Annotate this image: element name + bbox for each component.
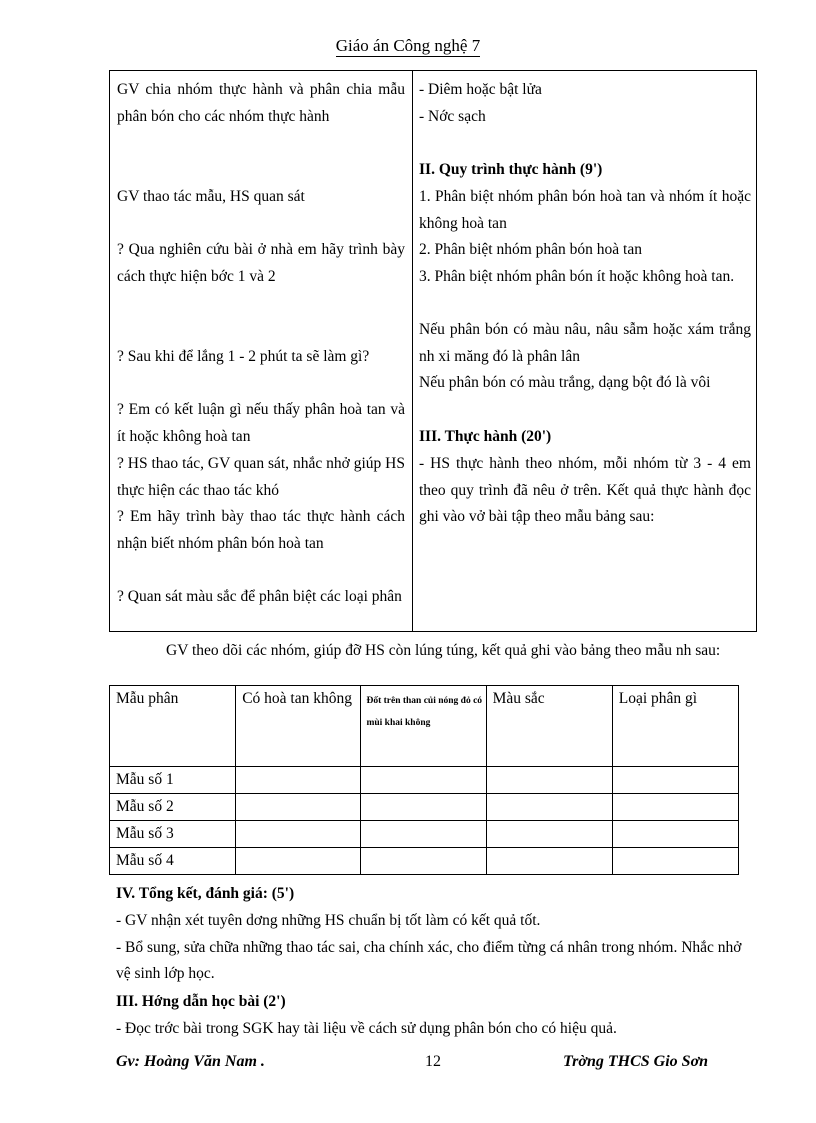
intro-paragraph: GV theo dõi các nhóm, giúp đỡ HS còn lúng túng, kết quả ghi vào bảng theo mẫu nh sau: <box>166 642 721 659</box>
procedure-note-2: Nếu phân bón có màu trắng, dạng bột đó là vôi <box>419 374 711 391</box>
table-row <box>110 821 739 848</box>
teacher-activity-4: ? Sau khi để lắng 1 - 2 phút ta sẽ làm gì? <box>117 348 370 365</box>
teacher-activity-1: GV chia nhóm thực hành và phân chia mẫu phân bón cho các nhóm thực hành <box>117 81 405 125</box>
section-4-title: IV. Tổng kết, đánh giá: (5') <box>116 885 295 902</box>
table-row <box>110 767 739 794</box>
section-3-title: III. Thực hành (20') <box>419 428 552 445</box>
teacher-activity-3: ? Qua nghiên cứu bài ở nhà em hãy trình bày cách thực hiện bớc 1 và 2 <box>117 241 405 285</box>
guide-section-title: III. Hớng dẫn học bài (2') <box>116 993 286 1010</box>
header-sample: Mẫu phân <box>110 686 236 767</box>
material-item-1: - Diêm hoặc bật lửa <box>419 81 542 98</box>
header-burn-test: Đốt trên than củi nóng đỏ có mùi khai không <box>361 686 486 767</box>
sample-label: Mẫu số 3 <box>110 821 236 848</box>
guide-line-1: - Đọc trớc bài trong SGK hay tài liệu về cách sử dụng phân bón cho có hiệu quả. <box>116 1020 617 1037</box>
teacher-activity-6: ? HS thao tác, GV quan sát, nhắc nhở giúp HS thực hiện các thao tác khó <box>117 455 405 499</box>
teacher-activity-2: GV thao tác mẫu, HS quan sát <box>117 188 305 205</box>
teacher-activity-7: ? Em hãy trình bày thao tác thực hành cách nhận biết nhóm phân bón hoà tan <box>117 508 405 552</box>
footer-page-number: 12 <box>425 1053 441 1070</box>
section-4-line-2: - Bổ sung, sửa chữa những thao tác sai, cha chính xác, cho điểm từng cá nhân trong nhóm. Nhắc nhở vệ sinh lớp học. <box>116 939 742 982</box>
section-4-line-1: - GV nhận xét tuyên dơng những HS chuẩn bị tốt làm có kết quả tốt. <box>116 912 541 929</box>
table-row <box>110 794 739 821</box>
header-color: Màu sắc <box>486 686 612 767</box>
procedure-step-2: 2. Phân biệt nhóm phân bón hoà tan <box>419 241 642 258</box>
header-soluble: Có hoà tan không <box>236 686 361 767</box>
practice-text: - HS thực hành theo nhóm, mỗi nhóm từ 3 - 4 em theo quy trình đã nêu ở trên. Kết quả thực hành đọc ghi vào vở bài tập theo mẫu bảng sau: <box>419 455 751 526</box>
teacher-activity-5: ? Em có kết luận gì nếu thấy phân hoà tan và ít hoặc không hoà tan <box>117 401 405 445</box>
sample-label: Mẫu số 4 <box>110 848 236 875</box>
footer-school: Trờng THCS Gio Sơn <box>563 1053 709 1070</box>
procedure-step-3: 3. Phân biệt nhóm phân bón ít hoặc không hoà tan. <box>419 268 735 285</box>
sample-label: Mẫu số 2 <box>110 794 236 821</box>
footer-author: Gv: Hoàng Văn Nam . <box>116 1053 265 1070</box>
teacher-activity-8: ? Quan sát màu sắc để phân biệt các loại phân <box>117 588 402 605</box>
results-header-row <box>110 686 739 767</box>
procedure-step-1: 1. Phân biệt nhóm phân bón hoà tan và nhóm ít hoặc không hoà tan <box>419 188 751 232</box>
header-type: Loại phân gì <box>612 686 738 767</box>
material-item-2: - Nớc sạch <box>419 108 486 125</box>
page-header-title: Giáo án Công nghệ 7 <box>335 36 481 55</box>
section-2-title: II. Quy trình thực hành (9') <box>419 161 603 178</box>
procedure-note-1: Nếu phân bón có màu nâu, nâu sẫm hoặc xám trắng nh xi măng đó là phân lân <box>419 321 751 365</box>
results-table <box>109 685 739 875</box>
lesson-table-divider <box>412 70 413 632</box>
table-row <box>110 848 739 875</box>
sample-label: Mẫu số 1 <box>110 767 236 794</box>
